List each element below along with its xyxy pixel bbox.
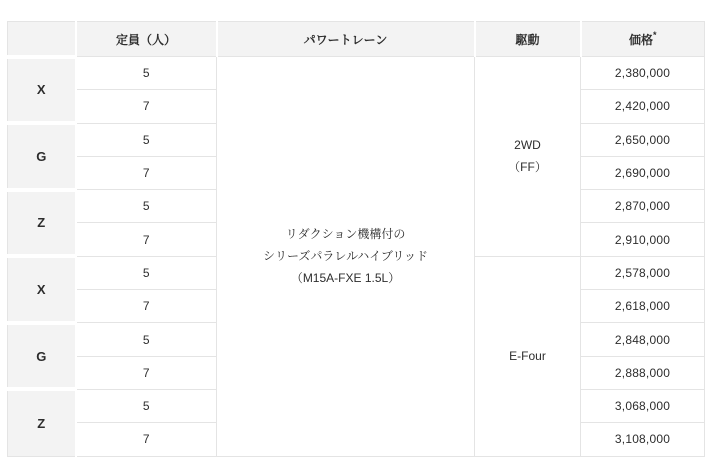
header-capacity: 定員（人） [76, 22, 217, 57]
powertrain-line-3: （M15A-FXE 1.5L） [290, 271, 401, 286]
powertrain-line-1: リダクション機構付の [285, 227, 406, 242]
price-cell: 2,380,000 [581, 57, 705, 90]
price-cell: 3,068,000 [581, 389, 705, 422]
price-cell: 3,108,000 [581, 423, 705, 456]
drive-cell-2wd [475, 57, 581, 257]
drive-line-2: （FF） [508, 160, 547, 175]
grade-price-table [7, 21, 705, 457]
price-cell: 2,650,000 [581, 123, 705, 156]
drive-line-1: 2WD [514, 138, 541, 153]
grade-cell: X [8, 57, 76, 124]
powertrain-line-2: シリーズパラレルハイブリッド [263, 249, 428, 264]
price-cell: 2,420,000 [581, 90, 705, 123]
table-row [8, 57, 705, 90]
grade-cell: X [8, 256, 76, 323]
capacity-cell: 7 [76, 290, 217, 323]
capacity-cell: 5 [76, 190, 217, 223]
capacity-cell: 5 [76, 123, 217, 156]
capacity-cell: 7 [76, 90, 217, 123]
price-cell: 2,910,000 [581, 223, 705, 256]
price-cell: 2,888,000 [581, 356, 705, 389]
capacity-cell: 7 [76, 423, 217, 456]
capacity-cell: 7 [76, 356, 217, 389]
header-row [8, 22, 705, 57]
capacity-cell: 5 [76, 57, 217, 90]
capacity-cell: 7 [76, 223, 217, 256]
price-cell: 2,578,000 [581, 256, 705, 289]
price-cell: 2,690,000 [581, 156, 705, 189]
header-powertrain: パワートレーン [217, 22, 475, 57]
price-cell: 2,848,000 [581, 323, 705, 356]
header-price-label: 価格 [628, 32, 653, 47]
price-cell: 2,870,000 [581, 190, 705, 223]
header-drive: 駆動 [475, 22, 581, 57]
powertrain-cell [217, 57, 475, 457]
grade-cell: Z [8, 389, 76, 456]
drive-cell-efour [475, 256, 581, 456]
price-footnote-asterisk: * [653, 29, 657, 40]
capacity-cell: 5 [76, 323, 217, 356]
header-grade-empty [8, 22, 76, 57]
capacity-cell: 5 [76, 256, 217, 289]
capacity-cell: 5 [76, 389, 217, 422]
drive-line-1: E-Four [509, 349, 546, 364]
price-table-container [7, 21, 705, 457]
header-price [581, 22, 705, 57]
grade-cell: Z [8, 190, 76, 257]
grade-cell: G [8, 123, 76, 190]
capacity-cell: 7 [76, 156, 217, 189]
grade-cell: G [8, 323, 76, 390]
price-cell: 2,618,000 [581, 290, 705, 323]
